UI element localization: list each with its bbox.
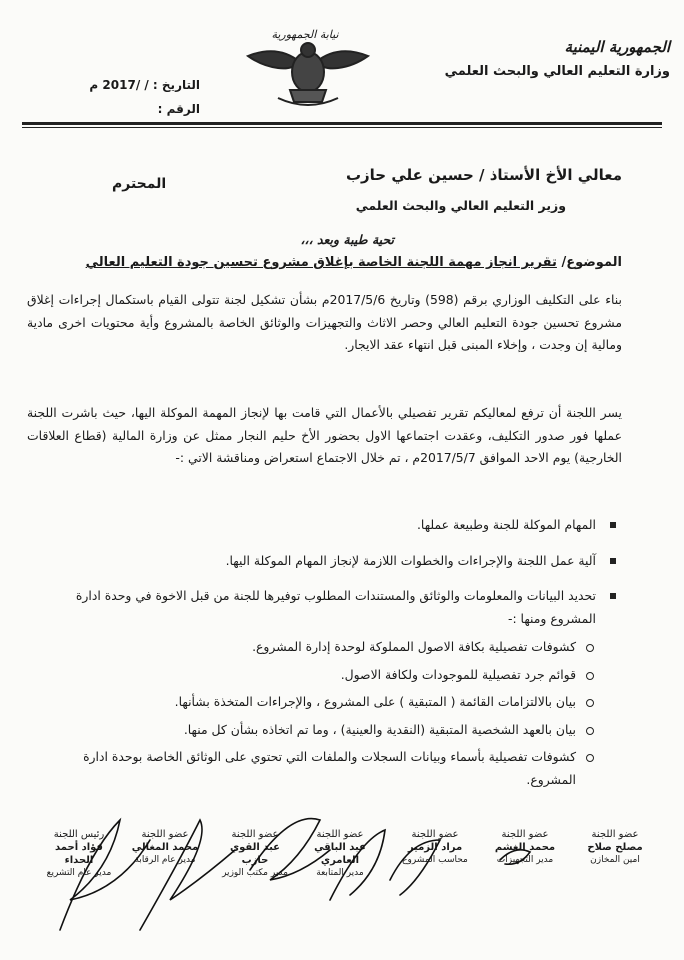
signatory-block	[220, 828, 290, 880]
bullet-item	[42, 514, 622, 537]
signatory-role: مدير التجهيزات	[496, 855, 554, 865]
signatory-name: عبد الباقي العامري	[314, 842, 366, 866]
emblem-caption: نيابة الجمهورية	[271, 28, 339, 41]
sub-list-item	[43, 664, 598, 687]
signatory-title: عضو اللجنة	[591, 829, 639, 840]
circle-bullet-icon	[586, 699, 594, 707]
signatory-title: عضو اللجنة	[316, 829, 364, 840]
honorific: المحترم	[112, 176, 167, 192]
circle-bullet-icon	[586, 727, 594, 735]
signatory-block	[305, 828, 375, 880]
bullet-text: تحديد البيانات والمعلومات والوثائق والمستندات المطلوب توفيرها للجنة من قبل الاخوة في وحدة ادارة المشروع ومنها :-	[75, 588, 596, 626]
subject-label: الموضوع/	[561, 255, 622, 270]
signatory-block	[44, 828, 114, 880]
signatory-role: مدير المتابعة	[316, 868, 364, 878]
circle-bullet-icon	[586, 672, 594, 680]
sub-list-item	[43, 719, 598, 742]
signatory-title: رئيس اللجنة	[53, 829, 105, 840]
letterhead-left	[60, 78, 200, 126]
signatory-name: مصلح صلاح	[587, 842, 643, 853]
header-rule	[22, 122, 662, 125]
signatory-title: عضو اللجنة	[501, 829, 549, 840]
bullet-item	[42, 585, 622, 630]
greeting: تحية طيبة وبعد ،،،	[300, 232, 394, 247]
sub-list	[43, 636, 598, 797]
ministry-name: وزارة التعليم العالي والبحث العلمي	[444, 64, 670, 79]
addressee-title: وزير التعليم العالي والبحث العلمي	[355, 198, 566, 213]
circle-bullet-icon	[586, 754, 594, 762]
signatory-block	[400, 828, 470, 867]
signatory-name: فؤاد أحمد الحداء	[55, 842, 103, 866]
signatory-block	[130, 828, 200, 867]
square-bullet-icon	[610, 522, 616, 528]
sub-list-item	[43, 691, 598, 714]
sub-list-item	[43, 746, 598, 791]
eagle-emblem-icon	[238, 26, 378, 110]
letterhead-right	[400, 38, 670, 79]
header-rule-thin	[22, 127, 662, 128]
signatory-name: محمد الغشم	[494, 842, 556, 853]
sub-item-text: بيان بالعهد الشخصية المتبقية (النقدية والعينية) ، وما تم اتخاذه بشأن كل منها.	[183, 721, 576, 737]
signatory-title: عضو اللجنة	[411, 829, 459, 840]
signatory-name: عبد القوي حازب	[230, 842, 280, 866]
signatory-title: عضو اللجنة	[141, 829, 189, 840]
addressee-name: معالي الأخ الأستاذ / حسين علي حازب	[345, 166, 622, 184]
paragraph-1: بناء على التكليف الوزاري برقم (598) وتاريخ 2017/5/6م بشأن تشكيل لجنة تتولى القيام باستكمال إجراءات إغلاق مشروع تحسين جودة التعليم العالي وحصر الاثاث والتجهيزات والوثائق الخاصة بالمشروع وأية محتويات اخرى مادية ومالية إن وجدت ، وإخلاء المبنى قبل انتهاء عقد الايجار.	[27, 292, 622, 353]
sub-item-text: قوائم جرد تفصيلية للموجودات ولكافة الاصول.	[340, 666, 576, 682]
subject-text: تقرير انجاز مهمة اللجنة الخاصة بإغلاق مشروع تحسين جودة التعليم العالي	[85, 255, 557, 270]
signatory-name: محمد المغالي	[131, 842, 199, 853]
signatory-role: مدير مكتب الوزير	[222, 868, 288, 878]
square-bullet-icon	[610, 558, 616, 564]
signatory-role: مدير عام التشريع	[46, 868, 112, 878]
republic-name: الجمهورية اليمنية	[564, 38, 670, 56]
bullet-list	[42, 514, 622, 643]
sub-item-text: كشوفات تفصيلية بكافة الاصول المملوكة لوحدة إدارة المشروع.	[252, 639, 576, 654]
subject-line	[22, 255, 622, 270]
sub-item-text: بيان بالالتزامات القائمة ( المتبقية ) على المشروع ، والإجراءات المتخذة بشأنها.	[174, 694, 576, 710]
paragraph-2: يسر اللجنة أن ترفع لمعاليكم تقرير تفصيلي بالأعمال التي قامت بها لإنجاز المهمة الموكلة اليها، حيث باشرت اللجنة عملها فور صدور التكليف، وعقدت اجتماعها الاول بحضور الأخ حليم النجار ممثل عن وزارة المالية (قطاع العلاقات الخارجية) يوم الاحد الموافق 2017/5/7م ، تم خلال الاجتماع استعراض ومناقشة الاتي :-	[27, 405, 622, 466]
bullet-text: آلية عمل اللجنة والإجراءات والخطوات اللازمة لإنجاز المهام الموكلة اليها.	[225, 552, 596, 568]
signatory-title: عضو اللجنة	[231, 829, 279, 840]
signatory-block	[580, 828, 650, 867]
bullet-text: المهام الموكلة للجنة وطبيعة عملها.	[416, 517, 596, 532]
sub-list-item	[43, 636, 598, 659]
square-bullet-icon	[610, 593, 616, 599]
bullet-item	[42, 550, 622, 573]
signatory-role: محاسب المشروع	[402, 855, 468, 865]
signatory-role: امين المخازن	[590, 855, 640, 865]
signatory-block	[490, 828, 560, 867]
sub-item-text: كشوفات تفصيلية بأسماء وبيانات السجلات والملفات التي تحتوي على الوثائق الخاصة بوحدة ادارة المشروع.	[83, 749, 576, 787]
circle-bullet-icon	[586, 644, 594, 652]
signatory-role: مدير عام الرقابة	[134, 855, 196, 865]
reference-field: الرقم :	[157, 102, 200, 116]
date-field: التاريخ : / /2017 م	[89, 78, 200, 92]
signatory-name: مراد الزمير	[407, 842, 463, 853]
